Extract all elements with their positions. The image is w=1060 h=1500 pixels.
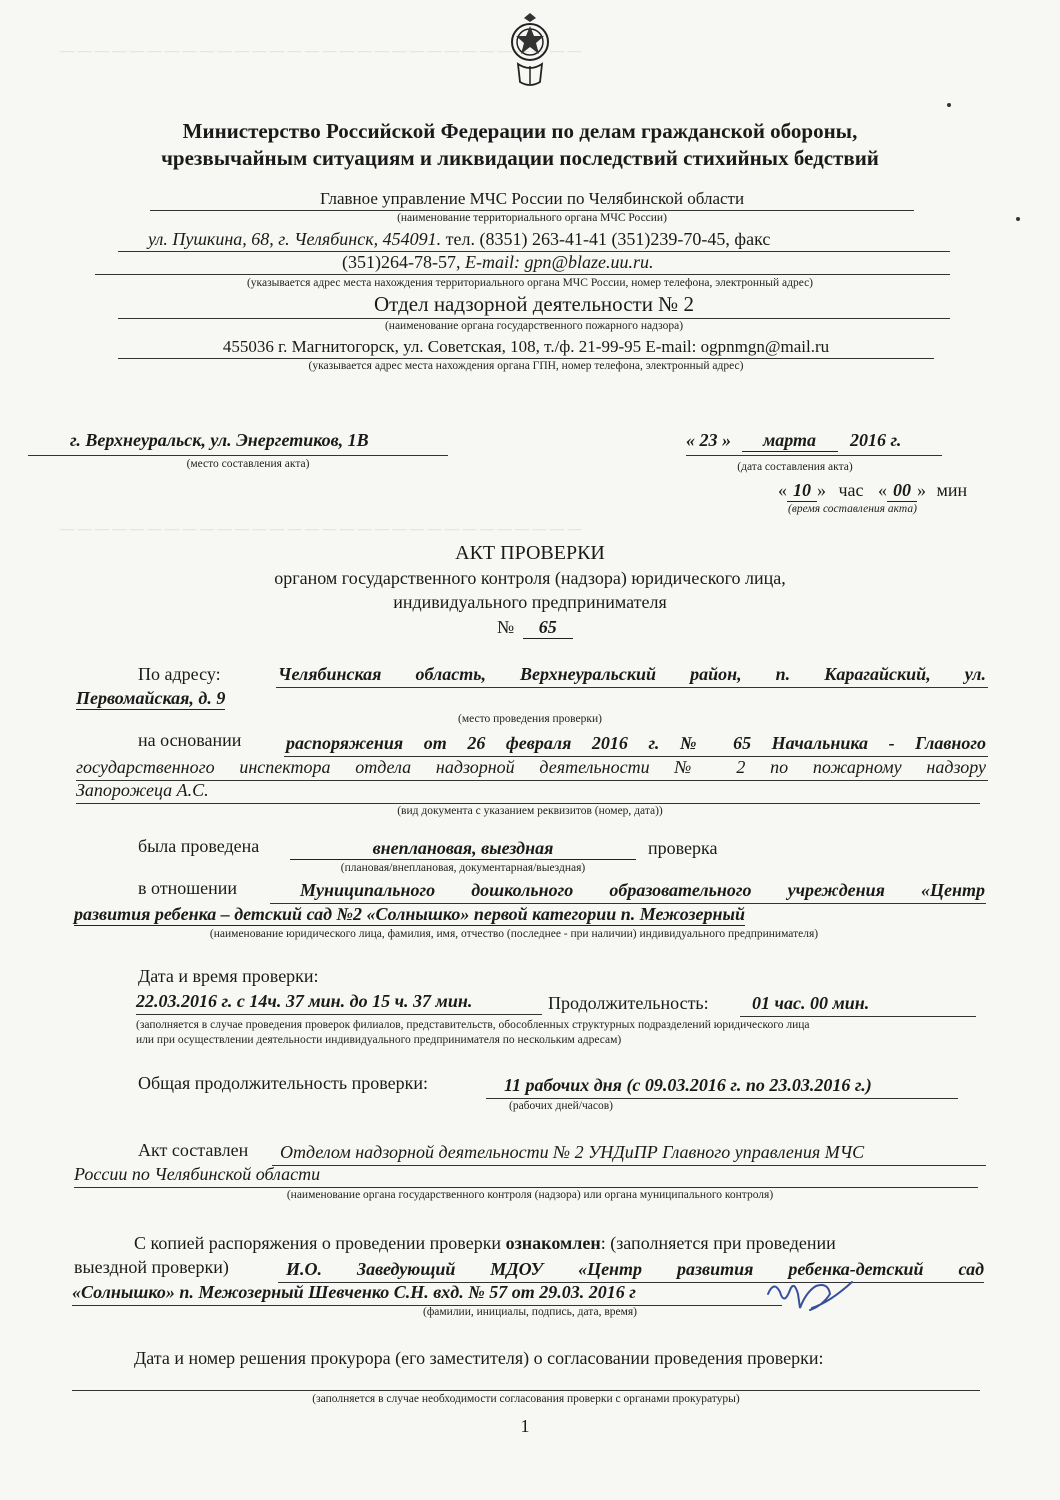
acquainted-line1: С копией распоряжения о проведении проверки ознакомлен: (заполняется при проведении <box>134 1233 836 1253</box>
basis-line2: государственного инспектора отдела надзорной деятельности № 2 по пожарному надзору <box>76 757 986 777</box>
caption: или при осуществлении деятельности индивидуального предпринимателя по нескольким адресам) <box>136 1034 622 1046</box>
page-number: 1 <box>520 1416 530 1436</box>
caption: (указывается адрес места нахождения органа ГПН, номер телефона, электронный адрес) <box>308 360 744 372</box>
subject-line1: Муниципального дошкольного образовательного учреждения «Центр <box>300 880 985 900</box>
inspection-duration: 01 час. 00 мин. <box>752 993 870 1013</box>
acquainted-line3: «Солнышко» п. Межозерный Шевченко С.Н. вхд. № 57 от 29.03. 2016 г <box>72 1282 636 1302</box>
subject-line2: развития ребенка – детский сад №2 «Солнышко» первой категории п. Межозерный <box>74 904 745 924</box>
caption: (наименование территориального органа МЧС России) <box>397 212 667 224</box>
place-of-act: г. Верхнеуральск, ул. Энергетиков, 1В <box>70 430 369 450</box>
caption: (плановая/внеплановая, документарная/выездная) <box>340 862 586 874</box>
scan-speck <box>947 103 951 107</box>
basis-line3: Запорожеца А.С. <box>76 780 209 800</box>
act-title: АКТ ПРОВЕРКИ <box>455 542 605 564</box>
caption: (рабочих дней/часов) <box>508 1100 613 1112</box>
act-subtitle: органом государственного контроля (надзора) юридического лица, <box>274 568 786 588</box>
inspection-datetime: 22.03.2016 г. с 14ч. 37 мин. до 15 ч. 37 мин. <box>136 991 473 1011</box>
act-time: « 10 » час « 00 » мин <box>778 480 968 500</box>
acquainted-line2-label: выездной проверки) <box>74 1257 229 1277</box>
territorial-body-name: Главное управление МЧС России по Челябинской области <box>319 189 745 208</box>
territorial-address-line1: ул. Пушкина, 68, г. Челябинск, 454091. тел. (8351) 263-41-41 (351)239-70-45, факс <box>148 229 771 249</box>
total-duration: 11 рабочих дня (с 09.03.2016 г. по 23.03.2016 г.) <box>504 1075 872 1095</box>
prosecutor-label: Дата и номер решения прокурора (его заместителя) о согласовании проведения проверки: <box>134 1348 824 1368</box>
composed-line2: России по Челябинской области <box>74 1164 321 1184</box>
conducted-label: была проведена <box>138 836 260 856</box>
basis-label: на основании <box>138 730 242 750</box>
mchs-emblem-icon <box>508 12 552 90</box>
duration-label: Продолжительность: <box>548 993 709 1013</box>
basis-line1: распоряжения от 26 февраля 2016 г. № 65 Начальника - Главного <box>286 733 986 753</box>
acquainted-person: И.О. Заведующий МДОУ «Центр развития ребенка-детский сад <box>286 1259 984 1279</box>
caption: (место проведения проверки) <box>458 713 602 725</box>
address-label: По адресу: <box>138 664 221 684</box>
caption: (заполняется в случае необходимости согласования проверки с органами прокуратуры) <box>312 1393 740 1405</box>
caption: (фамилии, инициалы, подпись, дата, время) <box>423 1306 637 1318</box>
ministry-title: Министерство Российской Федерации по делам гражданской обороны, чрезвычайным ситуациям и ликвидации последствий стихийных бедствий <box>161 119 879 170</box>
composed-label: Акт составлен <box>138 1140 249 1160</box>
scan-speck <box>1016 217 1020 221</box>
show-through-text: — — — — — — — — — — — — — — — — — — — — — — — — — — — — — — <box>60 44 582 59</box>
caption: (заполняется в случае проведения проверок филиалов, представительств, обособленных структурных подразделений юридического лица <box>136 1019 810 1031</box>
address-line2: Первомайская, д. 9 <box>76 688 226 708</box>
gpn-body-name: Отдел надзорной деятельности № 2 <box>374 292 694 316</box>
subject-label: в отношении <box>138 878 238 898</box>
show-through-text: — — — — — — — — — — — — — — — — — — — — — — — — — — — — — — <box>60 522 582 537</box>
address-line1: Челябинская область, Верхнеуральский район, п. Карагайский, ул. <box>278 664 986 684</box>
caption: (вид документа с указанием реквизитов (номер, дата)) <box>397 805 663 817</box>
caption: (наименование юридического лица, фамилия, имя, отчество (последнее - при наличии) индивидуального предпринимателя) <box>209 928 819 940</box>
signature-icon <box>760 1272 860 1322</box>
territorial-address-line2: (351)264-78-57, E-mail: gpn@blaze.uu.ru. <box>342 252 654 272</box>
caption: (дата составления акта) <box>737 461 853 473</box>
caption: (место составления акта) <box>186 458 310 470</box>
caption: (наименование органа государственного пожарного надзора) <box>384 320 684 332</box>
caption: (время составления акта) <box>788 503 917 515</box>
act-subtitle: индивидуального предпринимателя <box>393 592 667 612</box>
act-number: № 65 <box>497 617 573 639</box>
composed-line1: Отделом надзорной деятельности № 2 УНДиПР Главного управления МЧС <box>280 1142 865 1162</box>
total-label: Общая продолжительность проверки: <box>138 1073 428 1093</box>
caption: (наименование органа государственного контроля (надзора) или органа муниципального контроля) <box>286 1189 774 1201</box>
caption: (указывается адрес места нахождения территориального органа МЧС России, номер телефона, электронный адрес) <box>246 277 814 289</box>
conducted-suffix: проверка <box>648 838 718 858</box>
datetime-label: Дата и время проверки: <box>138 966 319 986</box>
act-date: « 23 » марта 2016 г. <box>686 430 902 450</box>
inspection-type: внеплановая, выездная <box>290 838 636 860</box>
gpn-address: 455036 г. Магнитогорск, ул. Советская, 108, т./ф. 21-99-95 E-mail: ogpnmgn@mail.ru <box>222 337 830 356</box>
